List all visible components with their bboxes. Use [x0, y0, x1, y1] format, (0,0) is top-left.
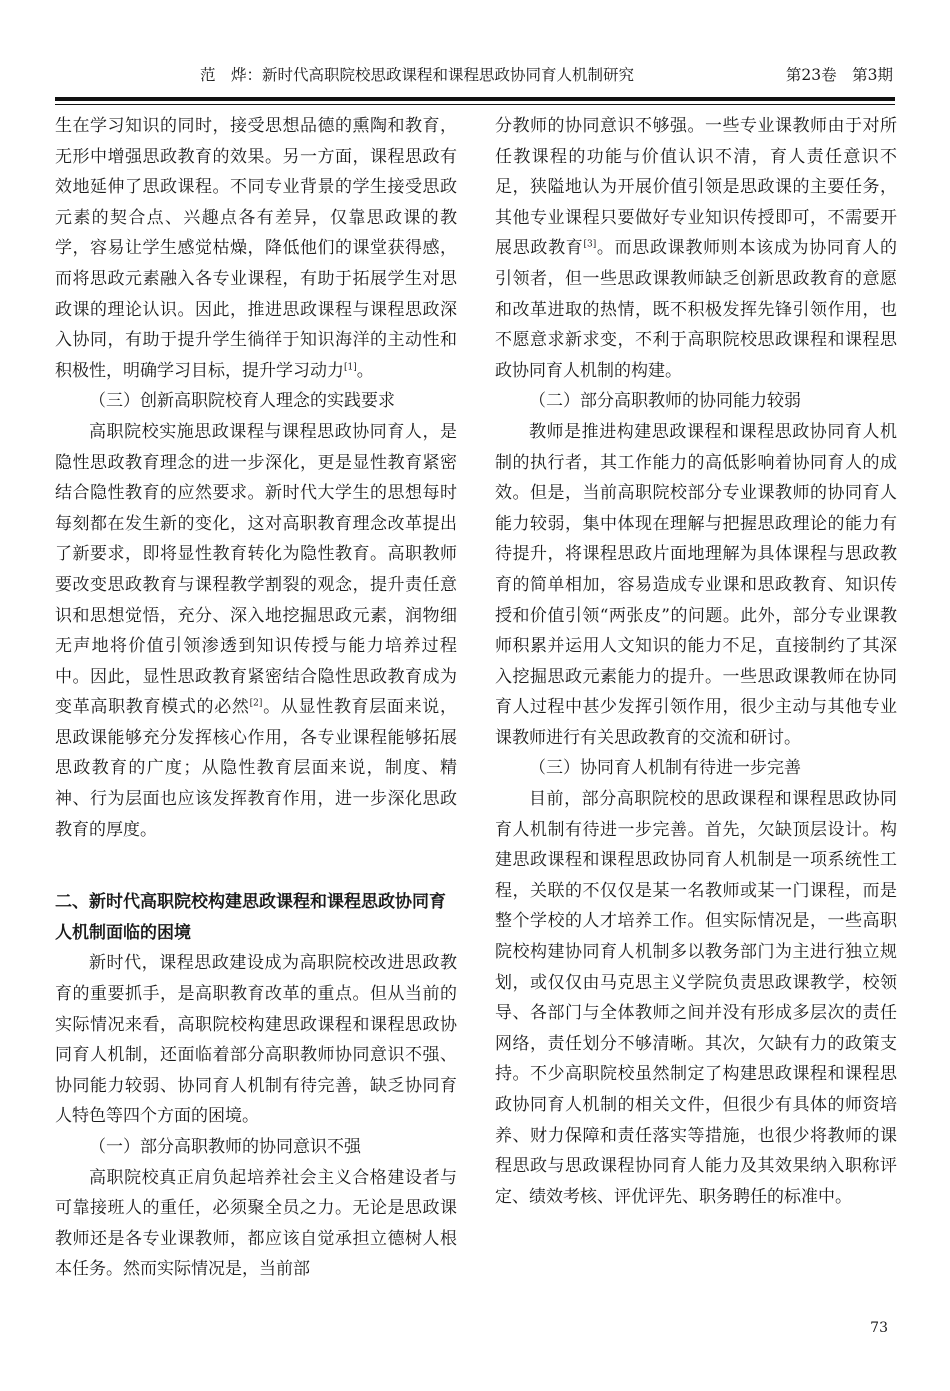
subsection-heading: （三）创新高职院校育人理念的实践要求	[89, 391, 395, 412]
section-heading: 二、新时代高职院校构建思政课程和课程思政协同育人机制面临的困境	[55, 892, 446, 943]
paragraph: 分教师的协同意识不够强。一些专业课教师由于对所任教课程的功能与价值认识不清，育人责任意识不足，狭隘地认为开展价值引领是思政课的主要任务，其他专业课程只要做好专业知识传授即可，不需要开展思政教育[3]。而思政课教师则本该成为协同育人的引领者，但一些思政课教师缺乏创新思政教育的意愿和改革进取的热情，既不积极发挥先锋引领作用，也不愿意求新求变，不利于高职院校思政课程和课程思政协同育人机制的构建。	[495, 116, 898, 381]
paragraph: 高职院校实施思政课程与课程思政协同育人，是隐性思政教育理念的进一步深化，更是显性教育紧密结合隐性教育的应然要求。新时代大学生的思想每时每刻都在发生新的变化，这对高职教育理念改革提出了新要求，即将显性教育转化为隐性教育。高职教师要改变思政教育与课程教学割裂的观念，提升责任意识和思想觉悟，充分、深入地挖掘思政元素，润物细无声地将价值引领渗透到知识传授与能力培养过程中。因此，显性思政教育紧密结合隐性思政教育成为变革高职教育模式的必然[2]。从显性教育层面来说，思政课能够充分发挥核心作用，各专业课程能够拓展思政教育的广度；从隐性教育层面来说，制度、精神、行为层面也应该发挥教育作用，进一步深化思政教育的厚度。	[55, 421, 457, 840]
page-number: 73	[870, 1320, 888, 1336]
citation: [3]	[583, 239, 597, 250]
citation: [2]	[249, 698, 263, 709]
running-header	[55, 60, 895, 90]
header-issue: 第23卷 第3期	[785, 66, 893, 84]
paragraph: 新时代，课程思政建设成为高职院校改进思政教育的重要抓手，是高职教育改革的重点。但从当前的实际情况来看，高职院校构建思政课程和课程思政协同育人机制，还面临着部分高职教师协同意识不强、协同能力较弱、协同育人机制有待完善，缺乏协同育人特色等四个方面的困境。	[55, 953, 457, 1127]
paragraph: 目前，部分高职院校的思政课程和课程思政协同育人机制有待进一步完善。首先，欠缺顶层设计。构建思政课程和课程思政协同育人机制是一项系统性工程，关联的不仅仅是某一名教师或某一门课程，而是整个学校的人才培养工作。但实际情况是，一些高职院校构建协同育人机制多以教务部门为主进行独立规划，或仅仅由马克思主义学院负责思政课教学，校领导、各部门与全体教师之间并没有形成多层次的责任网络，责任划分不够清晰。其次，欠缺有力的政策支持。不少高职院校虽然制定了构建思政课程和课程思政协同育人机制的相关文件，但很少有具体的师资培养、财力保障和责任落实等措施，也很少将教师的课程思政与思政课程协同育人能力及其效果纳入职称评定、绩效考核、评优评先、职务聘任的标准中。	[495, 789, 897, 1207]
subsection-heading: （二）部分高职教师的协同能力较弱	[529, 391, 801, 412]
subsection-heading: （一）部分高职教师的协同意识不强	[89, 1137, 361, 1157]
header-title: 范 烨：新时代高职院校思政课程和课程思政协同育人机制研究	[200, 66, 635, 84]
paragraph: 教师是推进构建思政课程和课程思政协同育人机制的执行者，其工作能力的高低影响着协同育人的成效。但是，当前高职院校部分专业课教师的协同育人能力较弱，集中体现在理解与把握思政理论的能力有待提升，将课程思政片面地理解为具体课程与思政教育的简单相加，容易造成专业课和思政教育、知识传授和价值引领“两张皮”的问题。此外，部分专业课教师积累并运用人文知识的能力不足，直接制约了其深入挖掘思政元素能力的提升。一些思政课教师在协同育人过程中甚少发挥引领作用，很少主动与其他专业课教师进行有关思政教育的交流和研讨。	[495, 421, 897, 748]
citation: [1]	[344, 362, 357, 373]
header-rule-thick	[55, 97, 895, 101]
right-column	[495, 111, 897, 1212]
left-column	[55, 111, 457, 1285]
paragraph: 高职院校真正肩负起培养社会主义合格建设者与可靠接班人的重任，必须聚全员之力。无论是思政课教师还是各专业课教师，都应该自觉承担立德树人根本任务。然而实际情况是，当前部	[55, 1167, 457, 1280]
subsection-heading: （三）协同育人机制有待进一步完善	[529, 758, 801, 779]
header-rule-thin	[55, 104, 895, 105]
paragraph: 生在学习知识的同时，接受思想品德的熏陶和教育，无形中增强思政教育的效果。另一方面，课程思政有效地延伸了思政课程。不同专业背景的学生接受思政元素的契合点、兴趣点各有差异，仅靠思政课的教学，容易让学生感觉枯燥，降低他们的课堂获得感，而将思政元素融入各专业课程，有助于拓展学生对思政课的理论认识。因此，推进思政课程与课程思政深入协同，有助于提升学生徜徉于知识海洋的主动性和积极性，明确学习目标，提升学习动力[1]。	[55, 116, 457, 381]
